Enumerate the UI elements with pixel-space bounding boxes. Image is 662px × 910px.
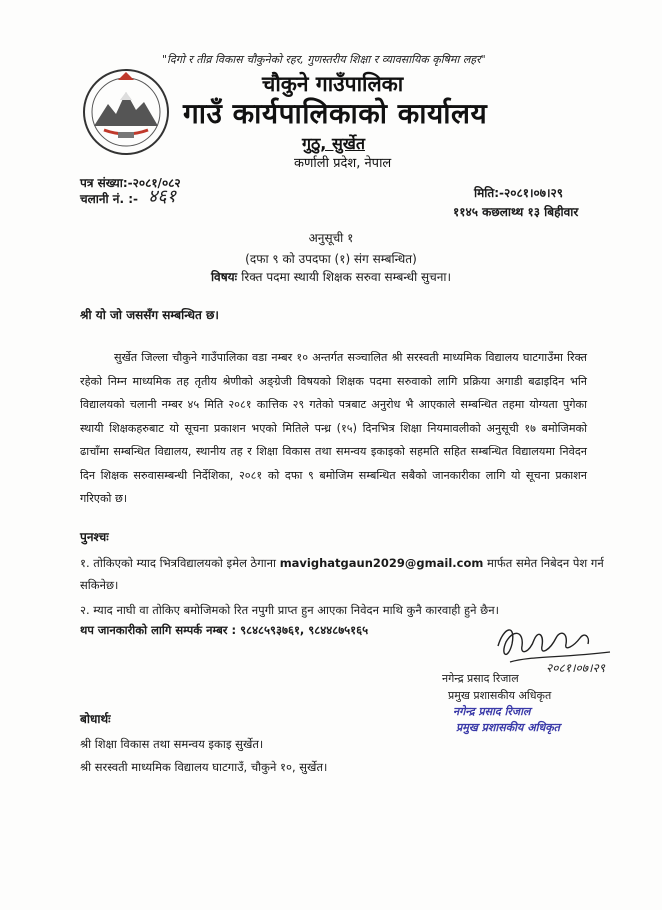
postscript-item-1-text-a: १. तोकिएको म्याद भित्रविद्यालयको इमेल ठेगाना xyxy=(80,556,280,570)
handwritten-signature xyxy=(490,616,620,678)
date-line-2: ११४५ कछलाथ्थ १३ बिहीवार xyxy=(453,205,579,219)
postscript-item-1-continued: सकिनेछ। xyxy=(80,578,119,592)
subject-label: विषयः xyxy=(210,270,238,284)
signature-date: २०८१।०७।२९ xyxy=(546,661,606,675)
nepal-emblem-icon xyxy=(80,66,172,158)
dispatch-number: ४६१ xyxy=(148,186,177,207)
stamp-name: नगेन्द्र प्रसाद रिजाल xyxy=(453,705,531,718)
address-line-2: कर्णाली प्रदेश, नेपाल xyxy=(294,156,392,171)
postscript-item-1 xyxy=(80,556,604,571)
office-title: गाउँ कार्यपालिकाको कार्यालय xyxy=(183,97,488,130)
school-email: mavighatgaun2029@gmail.com xyxy=(279,556,484,570)
notice-body: सुर्खेत जिल्ला चौकुने गाउँपालिका वडा नम्बर १० अन्तर्गत सञ्चालित श्री सरस्वती माध्यमिक विद्यालय घाटगाउँमा रिक्त रहेको निम्न माध्यमिक तह तृतीय श्रेणीको अङ्ग्रेजी विषयको शिक्षक पदमा सरुवाको लागि प्रक्रिया अगाडी बढाइदिन भनि विद्यालयको चलानी नम्बर ४५ मिति २०८१ कात्तिक २९ गतेको पत्रबाट अनुरोध भै आएकाले सम्बन्धित तहमा योग्यता पुगेका स्थायी शिक्षकहरुबाट यो सूचना प्रकाशन भएको मितिले पन्ध्र (१५) दिनभित्र शिक्षा नियमावलीको अनुसूची १७ बमोजिमको ढाचाँमा सम्बन्धित विद्यालय, स्थानीय तह र शिक्षा विकास तथा समन्वय इकाइको सहमति सहित सम्बन्धित विद्यालयमा निवेदन दिन शिक्षक सरुवासम्बन्धी निर्देशिका, २०८१ को दफा ९ बमोजिम सम्बन्धित सबैको जानकारीका लागि यो सूचना प्रकाशन गरिएको छ। xyxy=(80,351,587,505)
office-name: चौकुने गाउँपालिका xyxy=(262,72,404,96)
signatory-title: प्रमुख प्रशासकीय अधिकृत xyxy=(448,689,552,702)
cc-heading: बोधार्थः xyxy=(80,712,111,726)
slogan: "दिगो र तीव्र विकास चौकुनेको रहर, गुणस्तरीय शिक्षा र व्यावसायिक कृषिमा लहर" xyxy=(162,53,486,66)
section-reference: (दफा ९ को उपदफा (१) संग सम्बन्धित) xyxy=(245,252,417,266)
address-line-1: गुठु, सुर्खेत xyxy=(302,134,365,153)
annex-heading: अनुसूची १ xyxy=(308,231,354,245)
signatory-name: नगेन्द्र प्रसाद रिजाल xyxy=(442,672,519,685)
postscript-heading: पुनश्चः xyxy=(80,530,109,544)
cc-item: श्री शिक्षा विकास तथा समन्वय इकाइ सुर्खेत। xyxy=(80,737,264,751)
cc-item: श्री सरस्वती माध्यमिक विद्यालय घाटगाउँ, चौकुने १०, सुर्खेत। xyxy=(80,760,328,774)
date: मिति:-२०८१।०७।२९ xyxy=(474,186,564,200)
stamp-title: प्रमुख प्रशासकीय अधिकृत xyxy=(456,721,560,734)
reference-number: पत्र संख्या:-२०८१/०८२ xyxy=(80,176,181,190)
postscript-item-2: २. म्याद नाघी वा तोकिए बमोजिमको रित नपुगी प्राप्त हुन आएका निवेदन माथि कुनै कारवाही हुने छैन। xyxy=(80,603,499,617)
dispatch-label: चलानी नं. :- xyxy=(80,192,138,206)
contact-numbers: थप जानकारीको लागि सम्पर्क नम्बर : ९८४८५९३७६१, ९८४४८७५१६५ xyxy=(80,623,369,637)
greeting: श्री यो जो जससँग सम्बन्धित छ। xyxy=(80,308,219,322)
postscript-item-1-text-b: मार्फत समेत निबेदन पेश गर्न xyxy=(483,556,604,570)
subject-text: रिक्त पदमा स्थायी शिक्षक सरुवा सम्बन्धी सुचना। xyxy=(241,270,452,284)
subject-line xyxy=(0,268,662,285)
